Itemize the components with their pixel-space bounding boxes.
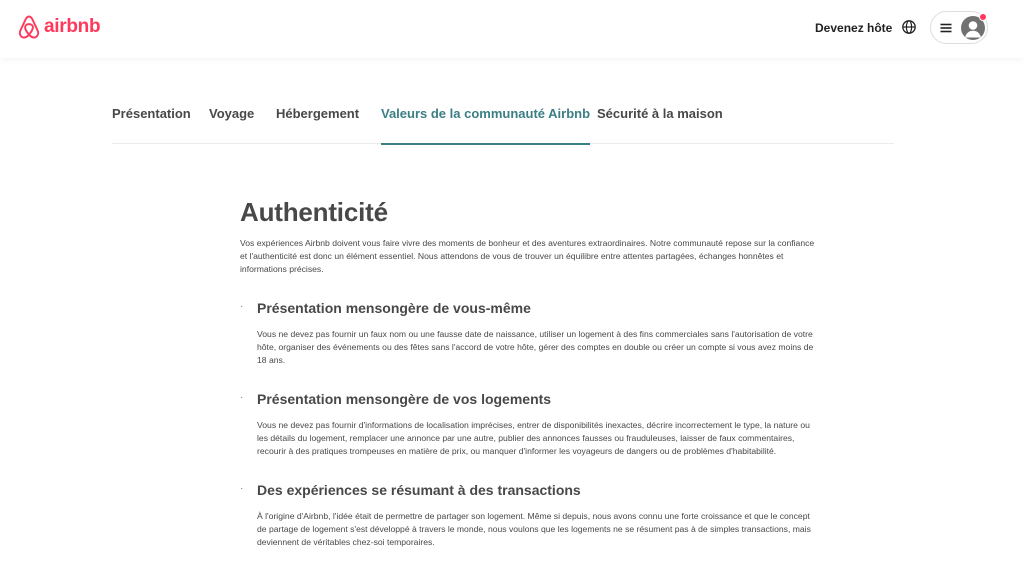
- user-menu-button[interactable]: [930, 11, 988, 44]
- tab-hebergement[interactable]: Hébergement: [276, 106, 360, 121]
- section-body: Vous ne devez pas fournir un faux nom ou une fausse date de naissance, utiliser un logement à des fins commerciales sans l'autorisation de votre hôte, organiser des événements ou des fêtes sans l'accord de votre hôte, gérer des comptes en double ou créer un compte si vous avez moins de 18 ans.: [257, 329, 814, 365]
- tab-securite-maison[interactable]: Sécurité à la maison: [597, 106, 723, 121]
- section-body: Vous ne devez pas fournir d'informations de localisation imprécises, entrer de disponibilités inexactes, décrire incorrectement le type, la nature ou les détails du logement, remplacer une annonce par une autre, publier des annonces fausses ou frauduleuses, laisser de faux commentaires, recourir à des pratiques trompeuses en matière de prix, ou manquer d'informer les voyageurs de dangers ou de problèmes d'habitabilité.: [257, 420, 810, 456]
- intro-paragraph: Vos expériences Airbnb doivent vous faire vivre des moments de bonheur et des aventures extraordinaires. Notre communauté repose sur la confiance et l'authenticité est donc un élément essentiel. Nous attendons de vous de trouver un équilibre entre attentes partagées, échanges honnêtes et informations précises.: [240, 238, 815, 274]
- globe-icon[interactable]: [900, 18, 918, 36]
- bullet-point: ·: [240, 301, 244, 312]
- tab-presentation[interactable]: Présentation: [112, 106, 191, 121]
- main-content: [240, 190, 815, 549]
- tab-voyage[interactable]: Voyage: [209, 106, 255, 121]
- policy-section: [240, 387, 815, 458]
- policy-section: [240, 478, 815, 549]
- airbnb-logo-icon: [17, 14, 41, 40]
- bullet-point: ·: [240, 483, 244, 494]
- airbnb-logo[interactable]: [17, 14, 100, 40]
- page-title: Authenticité: [240, 197, 388, 227]
- hamburger-menu-icon: [940, 22, 952, 34]
- section-heading: Présentation mensongère de vous-même: [257, 300, 531, 316]
- policy-section: [240, 296, 815, 367]
- section-body: À l'origine d'Airbnb, l'idée était de permettre de partager son logement. Même si depuis, nous avons connu une forte croissance et que le concept de partage de logement s'est développé à travers le monde, nous voulons que les logements ne se résument pas à de simples transactions, mais deviennent de véritables chez-soi temporaires.: [257, 511, 811, 547]
- tab-valeurs-communaute[interactable]: Valeurs de la communauté Airbnb: [381, 106, 590, 144]
- notification-dot: [979, 13, 987, 21]
- section-heading: Des expériences se résumant à des transactions: [257, 482, 581, 498]
- section-heading: Présentation mensongère de vos logements: [257, 391, 552, 407]
- logo-wordmark: airbnb: [44, 16, 101, 37]
- become-host-link[interactable]: Devenez hôte: [815, 21, 893, 35]
- section-tabs: [112, 100, 894, 144]
- top-header: [0, 0, 1024, 58]
- bullet-point: ·: [240, 392, 244, 403]
